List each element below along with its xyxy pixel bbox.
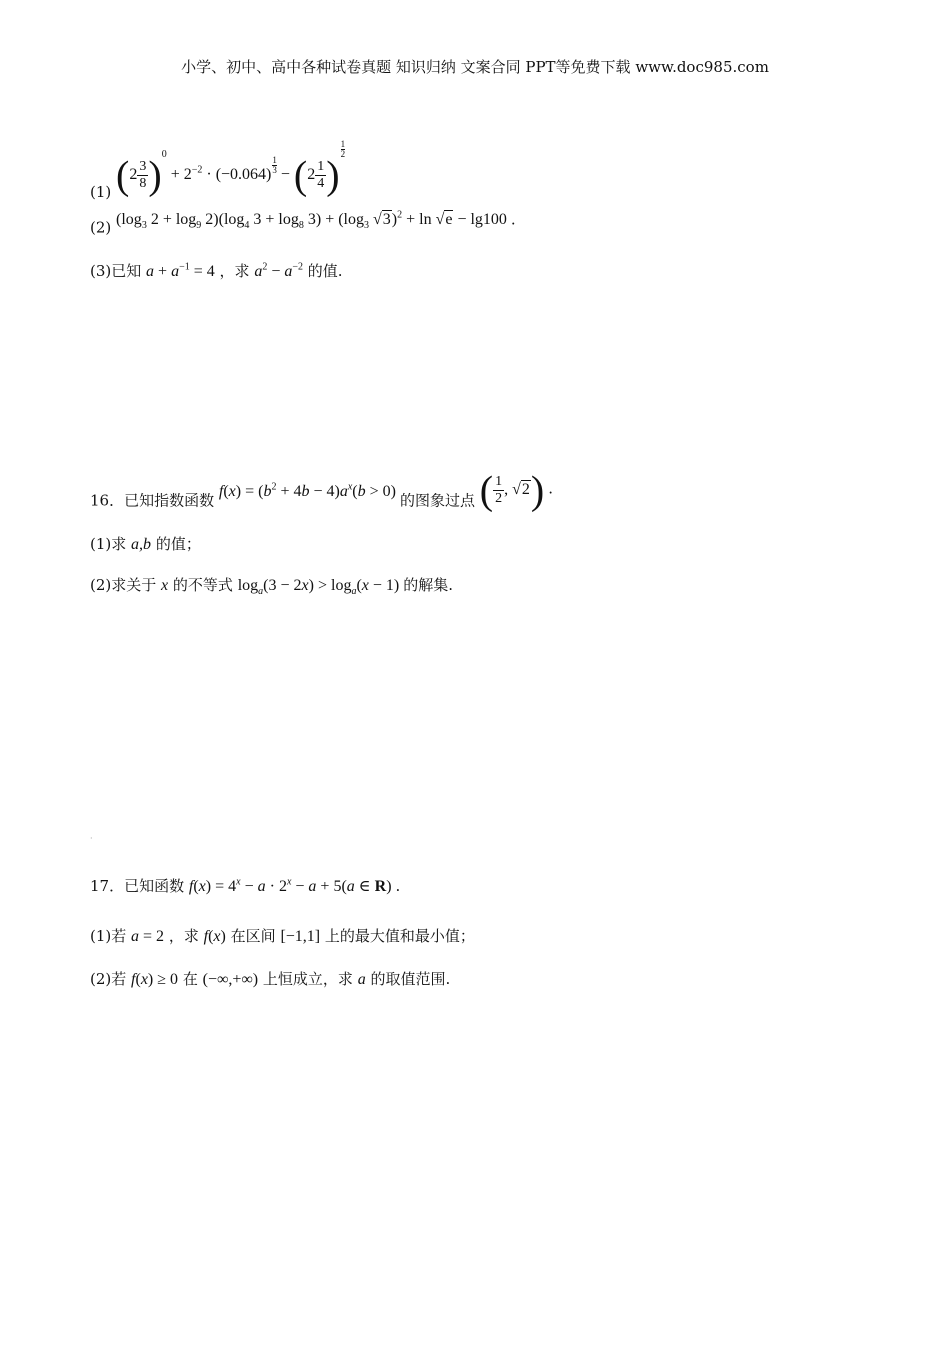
q17-part1-mid2: 在区间 <box>230 927 276 945</box>
q16-intro <box>90 467 553 512</box>
q15-part3-target: $a^2 - a^{-2}$ <box>254 261 303 280</box>
q17-part1 <box>90 925 475 946</box>
q15-part1-label: (1) <box>90 183 112 201</box>
q15-part1-formula: (2 $\frac{3}{8}$ )$^0 + 2^{-2} \cdot (-0.064)$ $\frac{1}{3}$ − (2 $\frac{1}{4}$ ) $\frac{1}{2}$ <box>116 139 346 198</box>
stray-mark: · <box>90 834 93 843</box>
q15-part1 <box>90 140 345 201</box>
q16-part2-tail: 的解集. <box>403 576 454 594</box>
q16-intro-tail: . <box>548 479 553 498</box>
q17-intro-text: 17．已知函数 <box>90 877 185 895</box>
q16-part1-label: (1)求 <box>90 535 127 553</box>
q16-part2-label: (2)求关于 <box>90 576 157 594</box>
q15-part2 <box>90 210 516 236</box>
q17-part1-interval: [−1,1] <box>280 928 321 945</box>
q16-function: $f(x) = (b^2 + 4b - 4)a^x(b > 0)$ <box>218 481 400 500</box>
q17-intro-tail: . <box>395 877 401 895</box>
q15-part2-label: (2) <box>90 218 112 237</box>
q15-part3-label: (3)已知 <box>90 262 142 280</box>
q17-part2-mid2: 上恒成立，求 <box>262 970 353 988</box>
q16-part1-vars: a,b <box>131 536 152 553</box>
q15-part3-tail: 的值. <box>307 262 343 280</box>
q17-part1-tail: 上的最大值和最小值； <box>324 927 475 945</box>
q15-part3-condition: $a + a^{-1} = 4$ <box>146 261 215 280</box>
q17-part2-label: (2)若 <box>90 970 127 988</box>
q16-part1 <box>90 533 201 554</box>
q17-part1-label: (1)若 <box>90 927 127 945</box>
q17-part2-var: a <box>357 971 366 988</box>
q17-part2-interval: (−∞,+∞) <box>202 971 259 988</box>
q16-inequality: $\log_a(3 - 2x) > \log_a(x - 1)$ <box>237 577 404 598</box>
q17-part1-condition: a = 2 <box>131 928 165 945</box>
q15-part2-tail: . <box>510 210 516 229</box>
q16-point: ( $\frac{1}{2}$ , √2) <box>479 467 545 512</box>
q16-intro-text: 16．已知指数函数 <box>90 491 215 510</box>
q15-part3 <box>90 260 343 281</box>
q16-part2-mid: 的不等式 <box>172 576 233 594</box>
q15-part2-formula: ($\log_3$ $2 + \log_9 2)(\log_4$ $3 + \log_8 3) + (\log_3$ √3)$^2$ + ln √e − lg100 <box>116 210 511 232</box>
q17-intro <box>90 875 400 896</box>
q17-part1-func: f(x) <box>203 928 226 945</box>
q16-part2 <box>90 574 453 597</box>
q17-part2-condition: f(x) ≥ 0 <box>131 971 179 988</box>
q16-part1-tail: 的值； <box>155 535 201 553</box>
q17-part1-mid: ，求 <box>168 927 199 945</box>
q15-part3-mid: ，求 <box>219 262 250 280</box>
q16-part2-var: x <box>161 577 169 594</box>
q17-part2-tail: 的取值范围. <box>370 970 451 988</box>
q17-part2-mid: 在 <box>182 970 198 988</box>
page-header: 小学、初中、高中各种试卷真题 知识归纳 文案合同 PPT等免费下载 www.doc985.com <box>181 58 769 76</box>
q16-intro-mid: 的图象过点 <box>399 491 475 510</box>
q17-function: $f(x) = 4^x - a \cdot 2^x - a + 5(a$ ∈ R) <box>188 876 396 895</box>
q17-part2 <box>90 968 450 989</box>
